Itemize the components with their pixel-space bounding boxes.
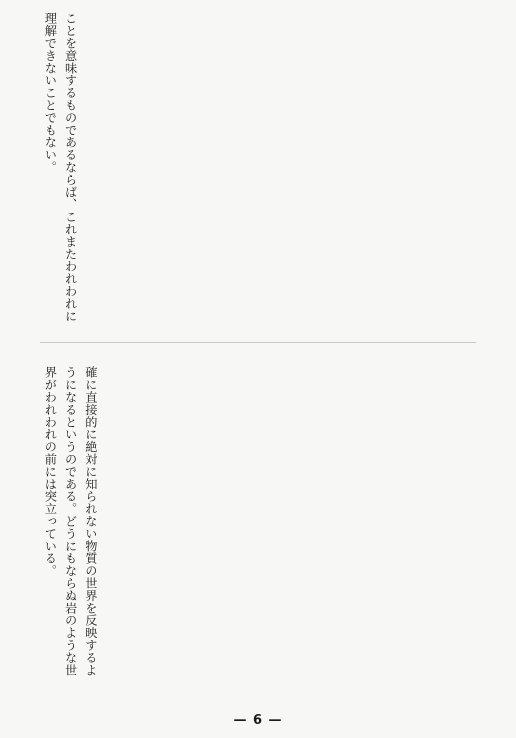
page-number: — 6 — (233, 713, 283, 728)
column-text: ことを意味するものであるならば、これまたわれわれに理解できないことでもない。 (43, 12, 78, 322)
column-divider (40, 342, 476, 343)
text-column-lower (40, 366, 476, 688)
text-column-upper (40, 12, 476, 328)
column-text: 確に直接的に絶対に知られない物質の世界を反映するようになるというのである。どうにもならぬ岩のような世界がわれわれの前には突立っている。 (43, 366, 98, 676)
